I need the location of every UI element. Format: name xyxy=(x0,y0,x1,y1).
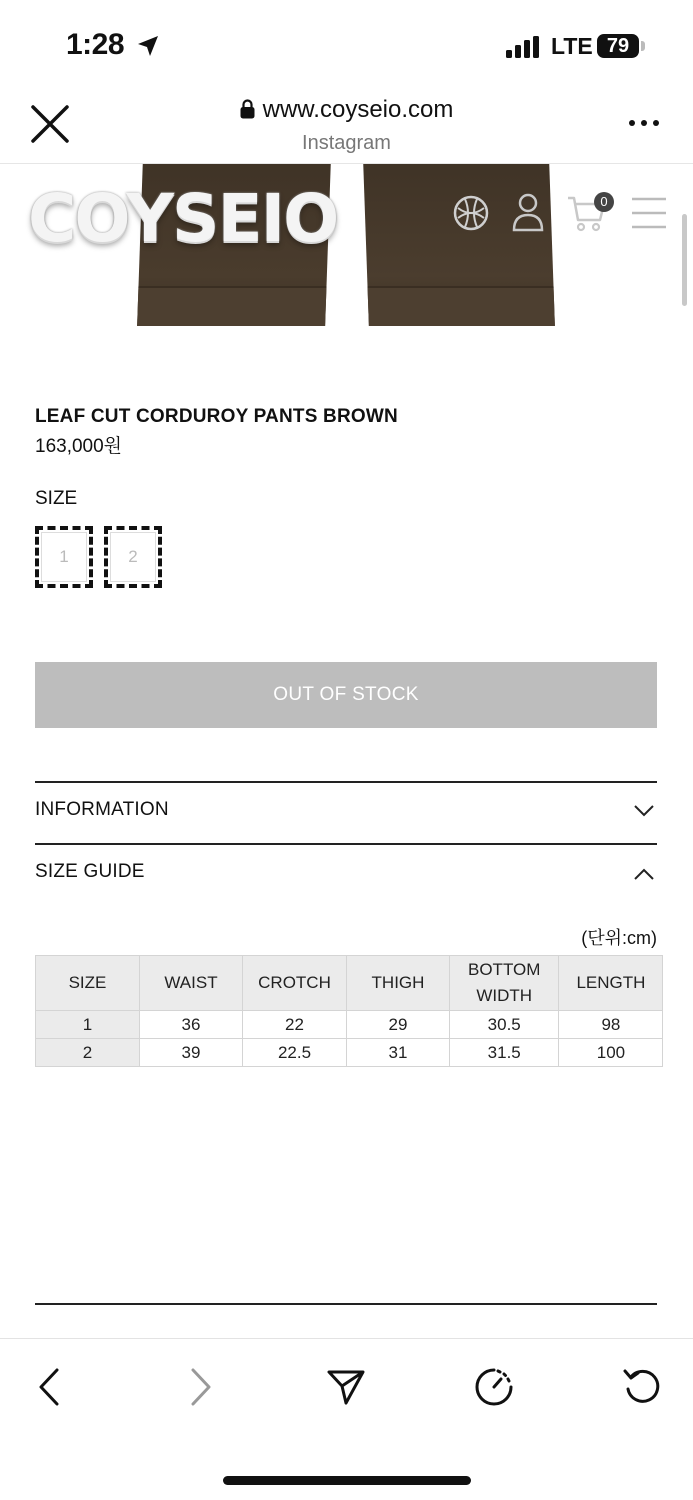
table-header-cell: THIGH xyxy=(347,956,450,1011)
battery-icon: 79 xyxy=(597,34,639,58)
table-row xyxy=(36,1011,663,1039)
divider xyxy=(35,1303,657,1305)
accordion-information[interactable]: INFORMATION xyxy=(35,799,169,820)
table-row xyxy=(36,1039,663,1067)
table-header-cell: BOTTOM WIDTH xyxy=(450,956,559,1011)
reload-icon[interactable] xyxy=(622,1367,662,1407)
source-label: Instagram xyxy=(302,132,391,154)
share-icon[interactable] xyxy=(326,1367,366,1407)
back-icon[interactable] xyxy=(30,1367,70,1407)
user-icon[interactable] xyxy=(511,192,545,232)
speedometer-icon[interactable] xyxy=(474,1367,514,1407)
table-cell: 22 xyxy=(243,1011,347,1039)
table-header-cell: CROTCH xyxy=(243,956,347,1011)
globe-icon[interactable] xyxy=(452,194,490,232)
table-cell: 22.5 xyxy=(243,1039,347,1067)
status-time: 1:28 xyxy=(66,28,125,61)
chevron-down-icon[interactable] xyxy=(633,804,655,818)
table-cell: 31.5 xyxy=(450,1039,559,1067)
lock-icon xyxy=(240,99,255,119)
forward-icon[interactable] xyxy=(180,1367,220,1407)
pant-leg-right xyxy=(363,164,555,326)
table-cell: 1 xyxy=(36,1011,140,1039)
chevron-up-icon[interactable] xyxy=(633,867,655,881)
location-arrow-icon xyxy=(136,34,160,58)
url-text: www.coyseio.com xyxy=(262,96,454,123)
home-indicator[interactable] xyxy=(223,1476,471,1485)
table-header-cell: SIZE xyxy=(36,956,140,1011)
table-header-row xyxy=(36,956,663,1011)
size-option-label: 2 xyxy=(110,532,156,582)
in-app-browser-header xyxy=(0,90,693,164)
site-logo[interactable]: COYSEIO xyxy=(28,180,338,257)
battery-tip xyxy=(641,41,645,51)
table-cell: 30.5 xyxy=(450,1011,559,1039)
status-bar xyxy=(0,0,693,90)
cart-count-badge: 0 xyxy=(594,192,614,212)
table-cell: 39 xyxy=(140,1039,243,1067)
size-option-1[interactable] xyxy=(35,526,93,588)
accordion-size-guide[interactable]: SIZE GUIDE xyxy=(35,861,145,882)
network-type: LTE xyxy=(551,33,593,59)
product-price: 163,000원 xyxy=(35,436,123,457)
cellular-signal-icon xyxy=(506,36,542,58)
size-guide-table xyxy=(35,955,663,1067)
url-bar[interactable] xyxy=(0,96,693,124)
product-title: LEAF CUT CORDUROY PANTS BROWN xyxy=(35,406,398,427)
table-cell: 100 xyxy=(559,1039,663,1067)
size-label: SIZE xyxy=(35,488,78,509)
out-of-stock-button[interactable]: OUT OF STOCK xyxy=(35,662,657,728)
divider xyxy=(35,781,657,783)
size-option-2[interactable] xyxy=(104,526,162,588)
size-option-label: 1 xyxy=(41,532,87,582)
table-header-cell: LENGTH xyxy=(559,956,663,1011)
table-cell: 2 xyxy=(36,1039,140,1067)
table-cell: 29 xyxy=(347,1011,450,1039)
unit-label: (단위:cm) xyxy=(581,928,657,948)
more-options-icon[interactable] xyxy=(628,118,660,128)
table-cell: 98 xyxy=(559,1011,663,1039)
scrollbar[interactable] xyxy=(682,214,687,306)
hamburger-menu-icon[interactable] xyxy=(630,196,668,230)
table-header-cell: WAIST xyxy=(140,956,243,1011)
divider xyxy=(35,843,657,845)
table-cell: 31 xyxy=(347,1039,450,1067)
table-cell: 36 xyxy=(140,1011,243,1039)
